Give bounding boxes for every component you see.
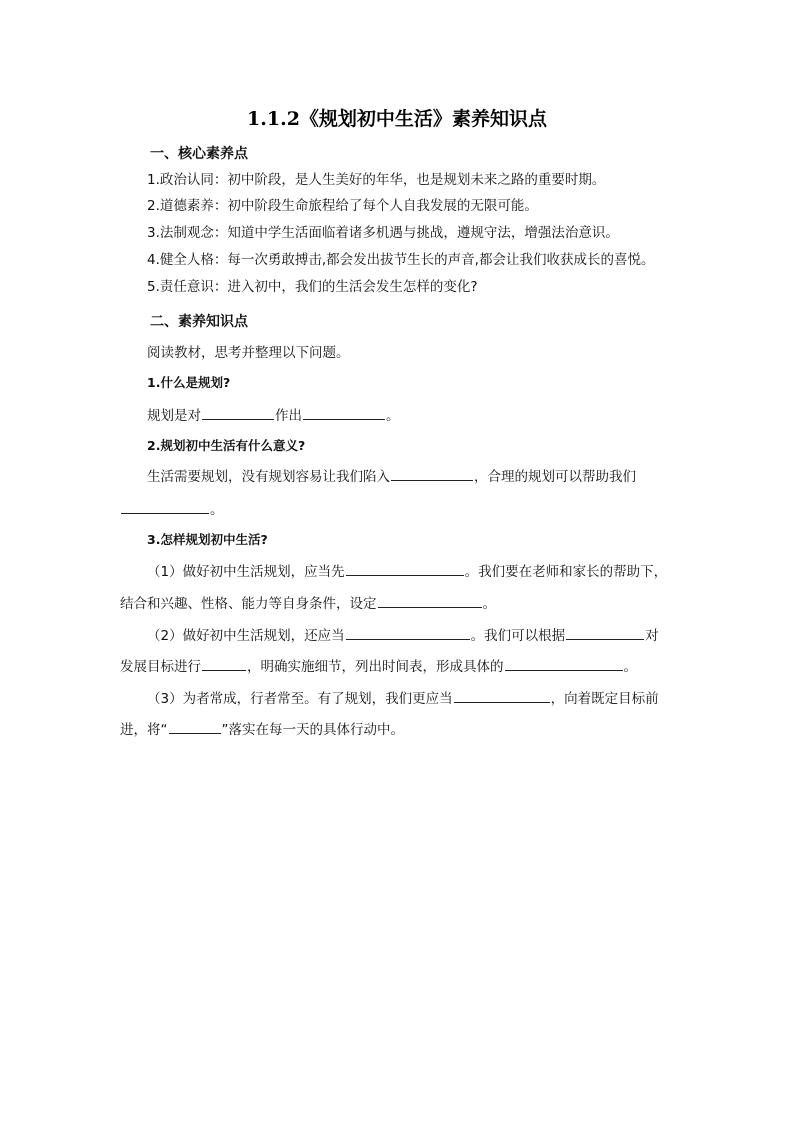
- text-fragment: 。: [210, 502, 224, 518]
- text-fragment: 发展目标进行: [120, 659, 201, 675]
- blank-line: [346, 562, 464, 576]
- blank-line: [169, 720, 221, 734]
- core-item-4: 4.健全人格：每一次勇敢搏击,都会发出拔节生长的声音,都会让我们收获成长的喜悦。: [147, 252, 655, 268]
- text-fragment: 进，将“: [120, 722, 168, 738]
- text-fragment: 。我们要在老师和家长的帮助下，: [464, 564, 668, 580]
- question-3-p3-line-2: [120, 720, 404, 740]
- question-3-p2-line-2: [120, 657, 637, 677]
- text-fragment: 对: [645, 628, 659, 644]
- question-3-p2-line-1: [147, 626, 659, 646]
- question-3-p1-line-1: [147, 562, 667, 582]
- text-fragment: 规划是对: [147, 408, 201, 424]
- section-heading-knowledge: 二、素养知识点: [150, 314, 248, 330]
- blank-line: [121, 500, 209, 514]
- text-fragment: 。: [386, 408, 400, 424]
- core-item-1: 1.政治认同：初中阶段，是人生美好的年华，也是规划未来之路的重要时期。: [147, 172, 606, 188]
- question-1-answer: [147, 406, 400, 426]
- text-fragment: ，合理的规划可以帮助我们: [474, 469, 636, 485]
- question-3-p3-line-1: [147, 689, 659, 709]
- question-2-answer-line-1: [147, 467, 636, 487]
- section-heading-core: 一、核心素养点: [150, 146, 248, 162]
- blank-line: [391, 467, 473, 481]
- text-fragment: 生活需要规划，没有规划容易让我们陷入: [147, 469, 390, 485]
- question-3-title: 3.怎样规划初中生活?: [147, 532, 268, 547]
- text-fragment: 。: [623, 659, 637, 675]
- blank-line: [505, 657, 623, 671]
- blank-line: [303, 406, 385, 420]
- core-item-3: 3.法制观念：知道中学生活面临着诸多机遇与挑战，遵规守法，增强法治意识。: [147, 225, 619, 241]
- text-fragment: 结合和兴趣、性格、能力等自身条件，设定: [120, 596, 377, 612]
- question-3-p1-line-2: [120, 594, 496, 614]
- blank-line: [378, 594, 482, 608]
- question-2-title: 2.规划初中生活有什么意义?: [147, 438, 306, 453]
- text-fragment: 作出: [275, 408, 302, 424]
- core-item-2: 2.道德素养：初中阶段生命旅程给了每个人自我发展的无限可能。: [147, 198, 538, 214]
- text-fragment: （2）做好初中生活规划，还应当: [147, 628, 345, 644]
- blank-line: [346, 626, 470, 640]
- text-fragment: （1）做好初中生活规划，应当先: [147, 564, 345, 580]
- blank-line: [202, 657, 246, 671]
- text-fragment: ，向着既定目标前: [550, 691, 659, 707]
- blank-line: [454, 689, 550, 703]
- intro-text: 阅读教材，思考并整理以下问题。: [147, 345, 350, 361]
- core-item-5: 5.责任意识：进入初中，我们的生活会发生怎样的变化?: [147, 279, 478, 295]
- question-2-answer-line-2: [120, 500, 224, 520]
- question-1-title: 1.什么是规划?: [147, 375, 231, 390]
- text-fragment: ”落实在每一天的具体行动中。: [221, 722, 404, 738]
- text-fragment: 。我们可以根据: [470, 628, 566, 644]
- text-fragment: 。: [482, 596, 496, 612]
- blank-line: [202, 406, 274, 420]
- blank-line: [566, 626, 644, 640]
- text-fragment: （3）为者常成，行者常至。有了规划，我们更应当: [147, 691, 453, 707]
- page-title: 1.1.2《规划初中生活》素养知识点: [247, 108, 547, 130]
- text-fragment: ，明确实施细节，列出时间表，形成具体的: [247, 659, 504, 675]
